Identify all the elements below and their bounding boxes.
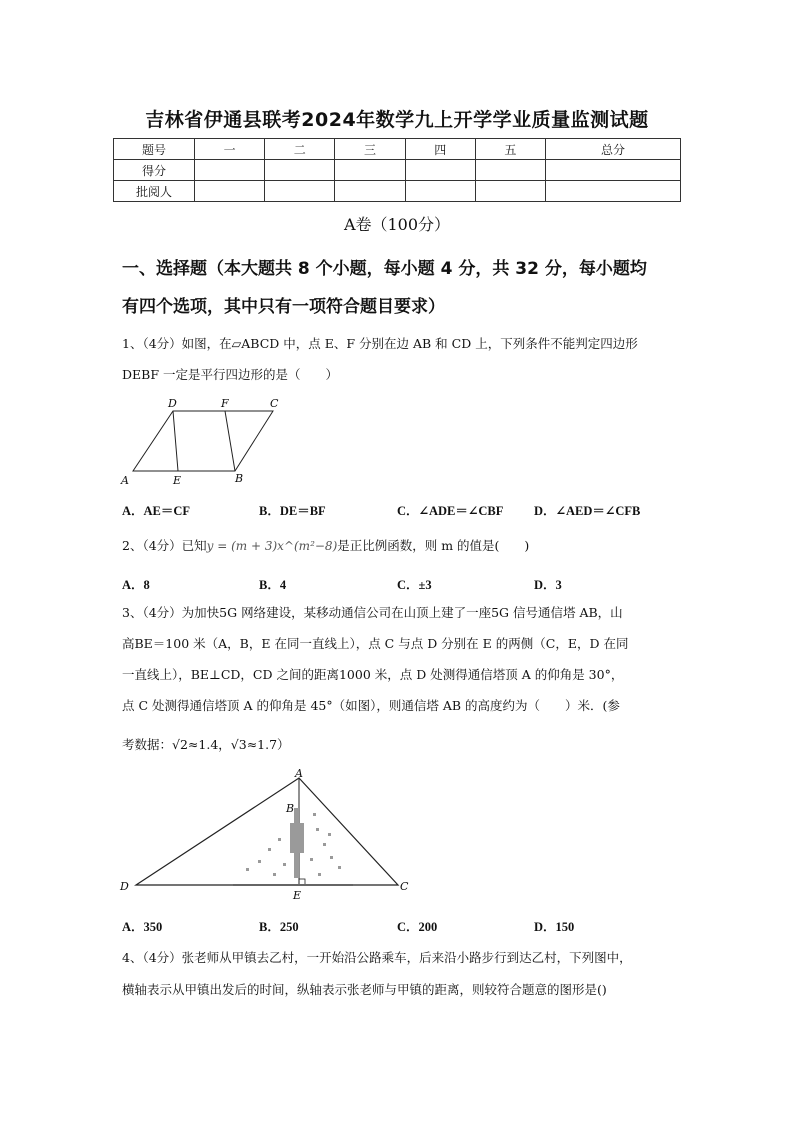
q3-text-line3: 一直线上），BE⊥CD，CD 之间的距离1000 米，点 D 处测得通信塔顶 A 的仰角是 30°， — [122, 667, 624, 682]
q2-formula: y = (m + 3)x^(m²−8) — [206, 539, 338, 553]
score-table-header-row — [114, 139, 681, 160]
q3-option-d: D．150 — [534, 920, 575, 934]
table-cell: 总分 — [546, 139, 681, 160]
score-table-row — [114, 160, 681, 181]
table-cell: 五 — [475, 139, 545, 160]
mountain-texture — [246, 808, 341, 878]
q3-text-line4: 点 C 处测得通信塔顶 A 的仰角是 45°（如图），则通信塔 AB 的高度约为（ ）米．(参 — [122, 698, 620, 713]
q3-text-line1: 3、（4分）为加快5G 网络建设，某移动通信公司在山顶上建了一座5G 信号通信塔 AB，山 — [122, 605, 623, 620]
q4-text-line2: 横轴表示从甲镇出发后的时间，纵轴表示张老师与甲镇的距离，则较符合题意的图形是() — [122, 982, 607, 997]
label-D: D — [168, 397, 177, 410]
score-table-row — [114, 181, 681, 202]
q2-prefix: 2、（4分）已知 — [122, 538, 207, 553]
q2-option-a: A．8 — [122, 578, 150, 592]
table-cell — [195, 160, 265, 181]
q2-suffix: 是正比例函数，则 m 的值是( ) — [337, 538, 530, 553]
label-C: C — [400, 880, 409, 893]
q3-option-c: C．200 — [397, 920, 438, 934]
label-F: F — [221, 397, 229, 410]
table-cell: 一 — [195, 139, 265, 160]
label-D: D — [120, 880, 129, 893]
table-cell — [335, 160, 405, 181]
table-cell: 批阅人 — [114, 181, 195, 202]
q4-text-line1: 4、（4分）张老师从甲镇去乙村，一开始沿公路乘车，后来沿小路步行到达乙村，下列图中， — [122, 950, 632, 965]
label-B: B — [235, 472, 244, 485]
score-table — [113, 138, 681, 202]
q3-option-b: B．250 — [259, 920, 299, 934]
table-cell — [265, 160, 335, 181]
table-cell: 四 — [405, 139, 475, 160]
q3-tower-figure — [118, 768, 418, 907]
q1-option-c: C．∠ADE＝∠CBF — [397, 504, 504, 518]
label-A: A — [121, 474, 129, 487]
label-E: E — [173, 474, 182, 487]
q1-parallelogram-figure — [118, 395, 293, 494]
table-cell — [546, 181, 681, 202]
table-cell — [475, 181, 545, 202]
table-cell: 题号 — [114, 139, 195, 160]
q1-option-a: A．AE＝CF — [122, 504, 191, 518]
label-B: B — [286, 802, 295, 815]
q1-text-line1: 1、（4分）如图，在▱ABCD 中，点 E、F 分别在边 AB 和 CD 上，下列条件不能判定四边形 — [122, 336, 638, 351]
q1-text-line2: DEBF 一定是平行四边形的是（ ） — [122, 367, 338, 382]
q2-option-c: C．±3 — [397, 578, 432, 592]
table-cell — [475, 160, 545, 181]
q2-text — [122, 537, 682, 555]
table-cell: 二 — [265, 139, 335, 160]
q2-option-d: D．3 — [534, 578, 562, 592]
q3-text-line5: 考数据：√2≈1.4，√3≈1.7） — [122, 737, 290, 752]
table-cell — [195, 181, 265, 202]
label-E: E — [293, 889, 302, 902]
section-heading-line2: 有四个选项，其中只有一项符合题目要求） — [122, 297, 445, 317]
table-cell: 得分 — [114, 160, 195, 181]
table-cell — [265, 181, 335, 202]
q3-option-a: A．350 — [122, 920, 163, 934]
exam-title: 吉林省伊通县联考2024年数学九上开学学业质量监测试题 — [145, 109, 649, 131]
table-cell: 三 — [335, 139, 405, 160]
q1-option-d: D．∠AED＝∠CFB — [534, 504, 641, 518]
table-cell — [405, 181, 475, 202]
table-cell — [405, 160, 475, 181]
q3-text-line2: 高BE＝100 米（A，B，E 在同一直线上），点 C 与点 D 分别在 E 的两侧（C，E，D 在同 — [122, 636, 629, 651]
q1-option-b: B．DE＝BF — [259, 504, 326, 518]
table-cell — [335, 181, 405, 202]
label-A: A — [295, 768, 303, 780]
q2-option-b: B．4 — [259, 578, 287, 592]
juan-label: A卷（100分） — [343, 215, 451, 234]
table-cell — [546, 160, 681, 181]
section-heading-line1: 一、选择题（本大题共 8 个小题，每小题 4 分，共 32 分，每小题均 — [122, 259, 647, 279]
label-C: C — [270, 397, 279, 410]
